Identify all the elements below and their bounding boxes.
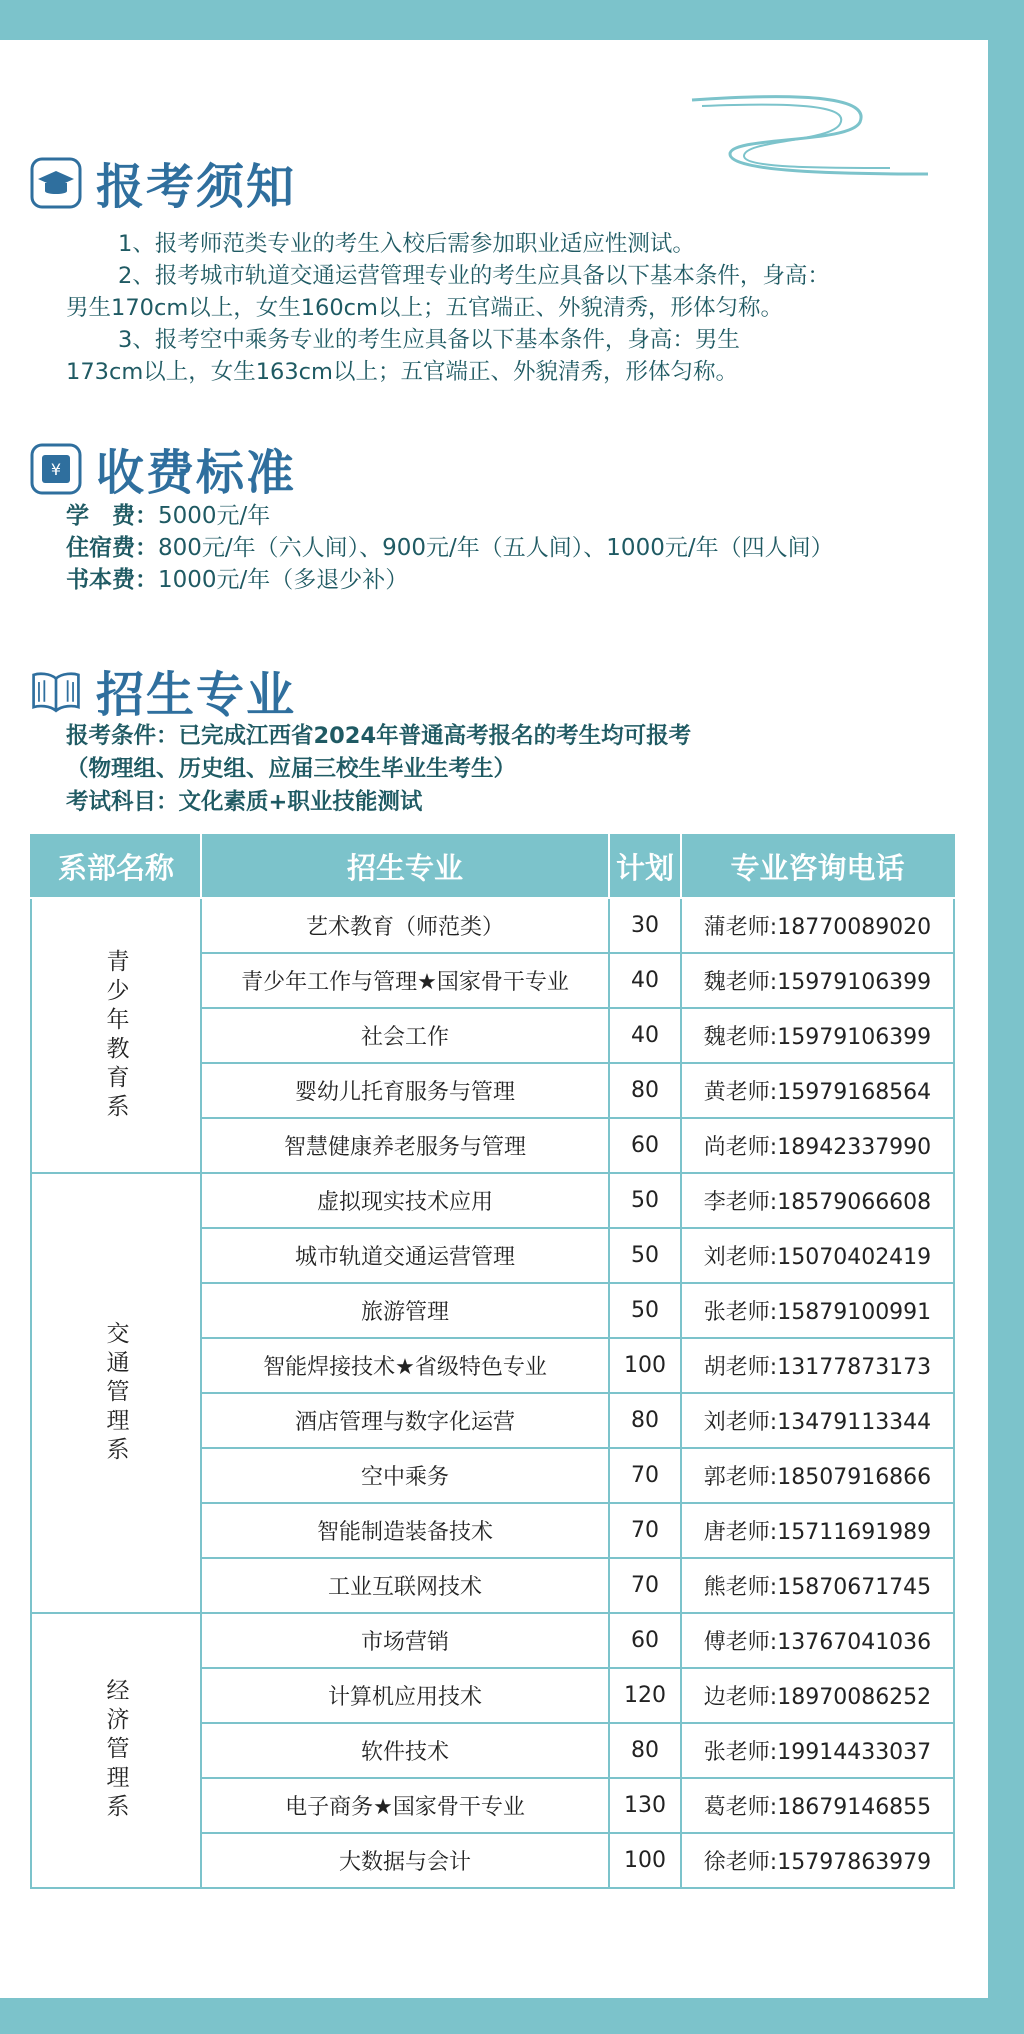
header-phone: 专业咨询电话 xyxy=(681,835,954,898)
fee-label: 书本费： xyxy=(66,567,158,593)
fee-value: 800元/年（六人间）、900元/年（五人间）、1000元/年（四人间） xyxy=(158,535,834,561)
fee-value: 1000元/年（多退少补） xyxy=(158,567,409,593)
fees-title: 收费标准 xyxy=(96,445,297,501)
majors-table xyxy=(30,834,955,1889)
contact-phone: 葛老师:18679146855 xyxy=(681,1778,954,1833)
majors-title: 招生专业 xyxy=(96,667,297,723)
major-name: 社会工作 xyxy=(201,1008,609,1063)
plan-count: 100 xyxy=(609,1833,681,1888)
header-major: 招生专业 xyxy=(201,835,609,898)
notice-item-3-cont: 173cm以上，女生163cm以上；五官端正、外貌清秀，形体匀称。 xyxy=(66,359,738,385)
decorative-swirl-icon xyxy=(690,92,930,184)
major-name: 智能制造装备技术 xyxy=(201,1503,609,1558)
admission-condition: 报考条件：已完成江西省2024年普通高考报名的考生均可报考 xyxy=(66,723,692,749)
major-name: 大数据与会计 xyxy=(201,1833,609,1888)
plan-count: 120 xyxy=(609,1668,681,1723)
plan-count: 50 xyxy=(609,1173,681,1228)
plan-count: 60 xyxy=(609,1613,681,1668)
major-name: 婴幼儿托育服务与管理 xyxy=(201,1063,609,1118)
contact-phone: 魏老师:15979106399 xyxy=(681,1008,954,1063)
major-name: 酒店管理与数字化运营 xyxy=(201,1393,609,1448)
fee-label: 学 费： xyxy=(66,503,158,529)
admission-conditions xyxy=(66,720,691,819)
notice-item-3: 3、报考空中乘务专业的考生应具备以下基本条件，身高：男生 xyxy=(118,327,740,353)
major-name: 电子商务★国家骨干专业 xyxy=(201,1778,609,1833)
svg-text:¥: ¥ xyxy=(50,459,62,479)
plan-count: 30 xyxy=(609,898,681,953)
contact-phone: 张老师:15879100991 xyxy=(681,1283,954,1338)
graduation-cap-icon xyxy=(30,157,82,209)
contact-phone: 刘老师:13479113344 xyxy=(681,1393,954,1448)
fee-value: 5000元/年 xyxy=(158,503,271,529)
notice-body xyxy=(66,228,946,388)
major-name: 智能焊接技术★省级特色专业 xyxy=(201,1338,609,1393)
table-row xyxy=(31,1613,954,1668)
major-name: 计算机应用技术 xyxy=(201,1668,609,1723)
contact-phone: 黄老师:15979168564 xyxy=(681,1063,954,1118)
contact-phone: 唐老师:15711691989 xyxy=(681,1503,954,1558)
table-row xyxy=(31,1173,954,1228)
header-plan: 计划 xyxy=(609,835,681,898)
fee-label: 住宿费： xyxy=(66,535,158,561)
major-name: 旅游管理 xyxy=(201,1283,609,1338)
majors-header xyxy=(30,656,296,725)
notice-item-1: 1、报考师范类专业的考生入校后需参加职业适应性测试。 xyxy=(118,231,695,257)
plan-count: 50 xyxy=(609,1283,681,1338)
exam-subjects: 考试科目：文化素质+职业技能测试 xyxy=(66,789,423,815)
major-name: 软件技术 xyxy=(201,1723,609,1778)
contact-phone: 蒲老师:18770089020 xyxy=(681,898,954,953)
plan-count: 80 xyxy=(609,1723,681,1778)
fees-header xyxy=(30,434,296,503)
plan-count: 130 xyxy=(609,1778,681,1833)
plan-count: 70 xyxy=(609,1503,681,1558)
major-name: 青少年工作与管理★国家骨干专业 xyxy=(201,953,609,1008)
dept-name: 经济管理系 xyxy=(31,1613,201,1888)
plan-count: 60 xyxy=(609,1118,681,1173)
notice-title: 报考须知 xyxy=(96,159,297,215)
fee-books xyxy=(66,564,834,596)
plan-count: 40 xyxy=(609,953,681,1008)
fee-tuition xyxy=(66,500,834,532)
plan-count: 40 xyxy=(609,1008,681,1063)
plan-count: 100 xyxy=(609,1338,681,1393)
major-name: 工业互联网技术 xyxy=(201,1558,609,1613)
major-name: 空中乘务 xyxy=(201,1448,609,1503)
contact-phone: 李老师:18579066608 xyxy=(681,1173,954,1228)
major-name: 市场营销 xyxy=(201,1613,609,1668)
fee-housing xyxy=(66,532,834,564)
contact-phone: 魏老师:15979106399 xyxy=(681,953,954,1008)
contact-phone: 徐老师:15797863979 xyxy=(681,1833,954,1888)
major-name: 艺术教育（师范类） xyxy=(201,898,609,953)
notice-item-2: 2、报考城市轨道交通运营管理专业的考生应具备以下基本条件，身高： xyxy=(118,263,830,289)
yuan-icon xyxy=(30,443,82,495)
open-book-icon xyxy=(30,665,82,717)
contact-phone: 尚老师:18942337990 xyxy=(681,1118,954,1173)
plan-count: 80 xyxy=(609,1063,681,1118)
contact-phone: 胡老师:13177873173 xyxy=(681,1338,954,1393)
contact-phone: 郭老师:18507916866 xyxy=(681,1448,954,1503)
contact-phone: 刘老师:15070402419 xyxy=(681,1228,954,1283)
notice-item-2-cont: 男生170cm以上，女生160cm以上；五官端正、外貌清秀，形体匀称。 xyxy=(66,295,783,321)
major-name: 智慧健康养老服务与管理 xyxy=(201,1118,609,1173)
contact-phone: 边老师:18970086252 xyxy=(681,1668,954,1723)
notice-header xyxy=(30,148,296,217)
contact-phone: 张老师:19914433037 xyxy=(681,1723,954,1778)
major-name: 虚拟现实技术应用 xyxy=(201,1173,609,1228)
contact-phone: 傅老师:13767041036 xyxy=(681,1613,954,1668)
plan-count: 70 xyxy=(609,1448,681,1503)
fees-body xyxy=(66,500,834,596)
plan-count: 80 xyxy=(609,1393,681,1448)
table-header-row xyxy=(31,835,954,898)
plan-count: 50 xyxy=(609,1228,681,1283)
major-name: 城市轨道交通运营管理 xyxy=(201,1228,609,1283)
header-dept: 系部名称 xyxy=(31,835,201,898)
admission-groups: （物理组、历史组、应届三校生毕业生考生） xyxy=(66,756,517,782)
dept-name: 交通管理系 xyxy=(31,1173,201,1613)
dept-name: 青少年教育系 xyxy=(31,898,201,1173)
table-row xyxy=(31,898,954,953)
plan-count: 70 xyxy=(609,1558,681,1613)
contact-phone: 熊老师:15870671745 xyxy=(681,1558,954,1613)
